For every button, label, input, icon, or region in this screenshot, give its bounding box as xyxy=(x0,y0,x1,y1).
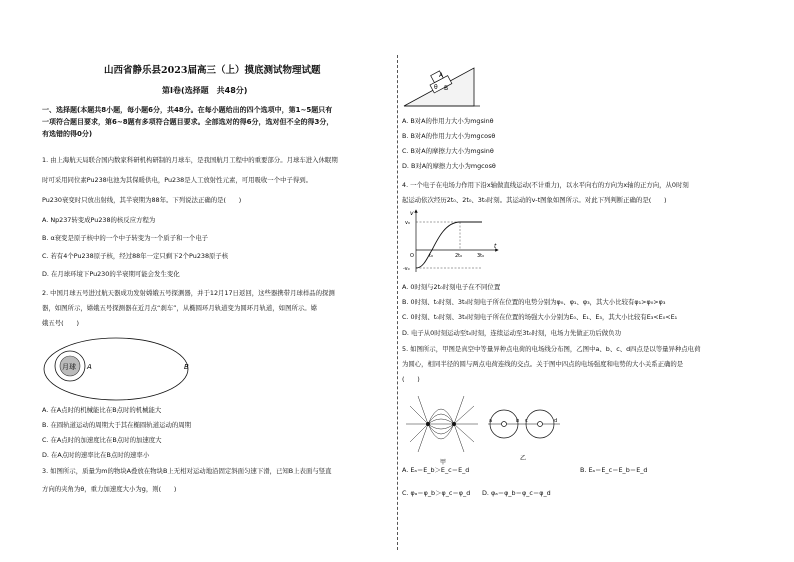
q5-field-lines-figure xyxy=(402,388,482,466)
q1-option-d: D. 在月球环境下Pu230的半衰期可能会发生变化 xyxy=(42,270,180,278)
q4-vt-graph xyxy=(402,206,502,276)
point-a-label: A xyxy=(87,363,92,371)
q4-option-a: A. 0时刻与2t₀时刻电子在不同位置 xyxy=(402,283,501,291)
q1-stem-line3: Pu230衰变时只放出射线，其半衰期为88年。下列说法正确的是( ) xyxy=(42,196,242,204)
v0-label: v₀ xyxy=(405,220,410,226)
v-axis-label: v xyxy=(410,210,414,217)
section-instructions-line3: 有选错的得0分) xyxy=(42,130,93,138)
q3-option-d: D. B对A的摩擦力大小为mgcosθ xyxy=(402,162,496,170)
section-instructions-line2: 一项符合题目要求，第6~8题有多项符合题目要求。全部选对的得6分，选对但不全的得3分， xyxy=(42,118,334,126)
q5-stem-line2: 为圆心，相同半径的圆与两点电荷连线的交点。关于图中四点的电场强度和电势的大小关系正确的是 xyxy=(402,360,684,368)
q3-option-c: C. B对A的摩擦力大小为mgsinθ xyxy=(402,147,494,155)
q2-orbit-figure xyxy=(42,336,192,402)
tick-2t0: 2t₀ xyxy=(455,253,463,259)
q5-stem-line3: ( ) xyxy=(402,375,420,383)
left-charge xyxy=(502,422,507,427)
q4-option-d: D. 电子从0时刻运动至t₀时刻，连续运动至3t₀时刻，电场力先做正功后做负功 xyxy=(402,329,621,337)
q2-option-d: D. 在A点时的速率比在B点时的速率小 xyxy=(42,451,150,459)
block-b-label: B xyxy=(444,85,449,92)
q1-stem-line2: 时可采用同位素Pu238电池为其保暖供电，Pu238是人工放射性元素，可用吸收一个中子得到。 xyxy=(42,176,313,184)
q1-option-c: C. 若有4个Pu238原子核，经过88年一定只剩下2个Pu238原子核 xyxy=(42,252,229,260)
point-b-label: b xyxy=(516,418,520,424)
q5-stem-line1: 5. 如图所示，甲图是真空中等量异种点电荷的电场线分布图，乙图中a、b、c、d四点是以等量异种点电荷 xyxy=(402,345,701,353)
t-axis-label: t xyxy=(494,243,497,250)
q4-stem-line1: 4. 一个电子在电场力作用下沿x轴做直线运动(不计重力)，以水平向右的方向为x轴的正方向，从0时刻 xyxy=(402,181,689,189)
q3-incline-figure xyxy=(402,60,482,110)
charge-positive xyxy=(426,422,430,426)
q4-option-b: B. 0时刻、t₀时刻、3t₀时刻电子所在位置的电势分别为φ₀、φ₁、φ₃，其大小比较有φ₁>φ₀>φ₃ xyxy=(402,298,666,306)
q1-option-b: B. α衰变是原子核中的一个中子转变为一个质子和一个电子 xyxy=(42,234,209,242)
tick-t0: t₀ xyxy=(429,253,433,259)
q3-option-a: A. B对A的作用力大小为mgsinθ xyxy=(402,117,494,125)
figure-jia-label: 甲 xyxy=(440,459,447,466)
q3-stem-line1: 3. 如图所示，质量为m的物块A叠放在物块B上无相对运动地沿固定斜面匀速下滑，已知B上表面与竖直 xyxy=(42,467,332,475)
figure-yi-label: 乙 xyxy=(520,455,527,462)
page-title: 山西省静乐县2023届高三（上）摸底测试物理试题 xyxy=(104,65,321,76)
section-instructions-line1: 一、选择题(本题共8小题，每小题6分，共48分。在每小题给出的四个选项中，第1~5题只有 xyxy=(42,106,333,114)
q4-option-c: C. 0时刻、t₀时刻、3t₀时刻电子所在位置的场强大小分别为E₀、E₁、E₃，其大小比较有E₃<E₀<E₁ xyxy=(402,313,678,321)
q2-stem-line3: 娥五号( ) xyxy=(42,319,79,327)
q2-option-b: B. 在圆轨道运动的周期大于其在椭圆轨道运动的周期 xyxy=(42,421,192,429)
part-heading: 第Ⅰ卷(选择题 共48分) xyxy=(162,86,248,95)
q3-option-b: B. B对A的作用力大小为mgcosθ xyxy=(402,132,496,140)
q5-option-b: B. Eₐ＝E_c＝E_b＝E_d xyxy=(580,466,648,474)
q5-option-c: C. φₐ＝φ_b＞φ_c＝φ_d xyxy=(402,489,471,497)
column-divider xyxy=(397,55,398,550)
q2-option-c: C. 在A点时的加速度比在B点时的加速度大 xyxy=(42,436,162,444)
tick-3t0: 3t₀ xyxy=(477,253,485,259)
point-c-label: c xyxy=(525,418,528,424)
q5-option-a: A. Eₐ＝E_b＞E_c＝E_d xyxy=(402,466,470,474)
vt-curve xyxy=(416,222,485,268)
right-charge xyxy=(538,422,543,427)
field-lines xyxy=(406,396,478,452)
point-a-label: a xyxy=(489,418,493,424)
charge-negative xyxy=(452,422,456,426)
origin-label: O xyxy=(410,253,414,259)
q1-option-a: A. Np237转变成Pu238的核反应方程为 xyxy=(42,216,156,224)
q5-circles-figure xyxy=(484,402,564,464)
q5-option-d: D. φₐ＝φ_b＝φ_c＝φ_d xyxy=(482,489,551,497)
theta-label: θ xyxy=(434,84,438,91)
q2-stem-line1: 2. 中国月球五号进过航天器成功发射嫦娥五号探测器，并于12月17日返回，这些器携带月球样品的探测 xyxy=(42,289,335,297)
block-a-label: A xyxy=(439,72,444,79)
q2-stem-line2: 器，如图所示，嫦娥五号探测器在近月点“刹车”，从椭圆环月轨道变为圆环月轨道，如图所示。嫦 xyxy=(42,304,318,312)
q3-stem-line2: 方向的夹角为θ，重力加速度大小为g，则( ) xyxy=(42,485,177,493)
q2-option-a: A. 在A点时的机械能比在B点时的机械能大 xyxy=(42,406,162,414)
neg-v0-label: -v₀ xyxy=(403,266,410,272)
point-d-label: d xyxy=(554,418,558,424)
point-b-label: B xyxy=(184,363,189,371)
moon-label: 月球 xyxy=(62,363,76,371)
q1-stem-line1: 1. 由上海航天局联合国内数家科研机构研制的月球车，是我国航月工程中的重要部分。月球车进入休眠期 xyxy=(42,156,338,164)
q4-stem-line2: 起运动依次经历2t₀、2t₀、3t₀时刻。其运动的v-t图象如图所示。对此下列判断正确的是( ) xyxy=(402,196,667,204)
